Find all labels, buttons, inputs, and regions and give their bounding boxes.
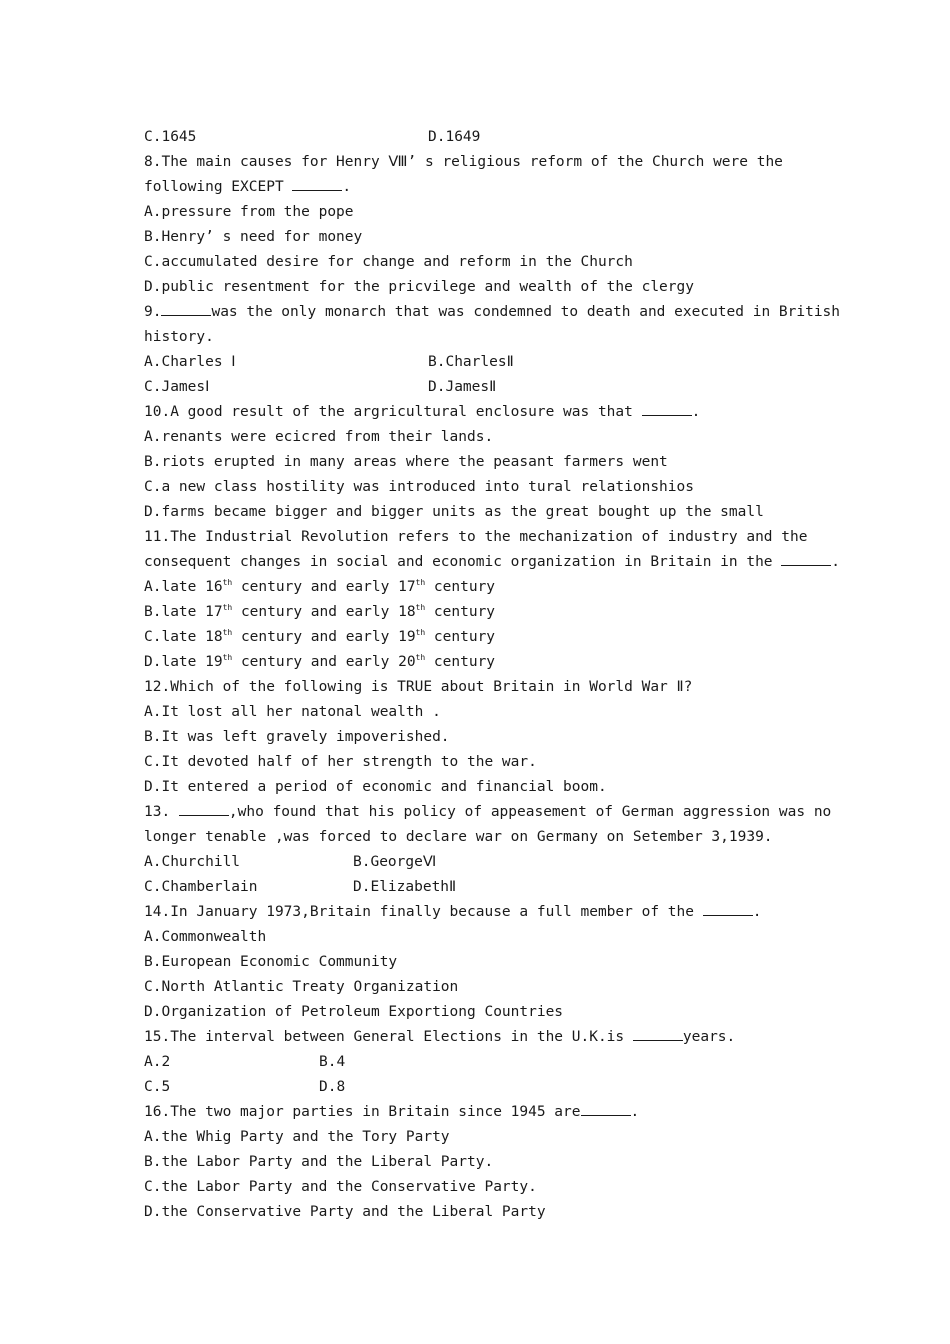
question-10-text: 10.A good result of the argricultural enclosure was that . bbox=[144, 404, 701, 420]
q11-option-d: D.late 19th century and early 20th century bbox=[144, 653, 496, 670]
question-13-text: 13. ,who found that his policy of appeasement of German aggression was no bbox=[144, 804, 832, 820]
q16-option-a: A.the Whig Party and the Tory Party bbox=[144, 1129, 450, 1145]
q9-option-b: B.CharlesⅡ bbox=[428, 354, 514, 370]
q14-option-c: C.North Atlantic Treaty Organization bbox=[144, 979, 459, 995]
option-c: C.1645 bbox=[144, 129, 197, 145]
q9-option-d: D.JamesⅡ bbox=[428, 379, 497, 395]
q7-options-row bbox=[144, 127, 196, 147]
q9-option-a: A.Charles Ⅰ bbox=[144, 354, 236, 370]
q13-option-a: A.Churchill bbox=[144, 854, 241, 870]
answer-blank bbox=[633, 1028, 683, 1041]
q10-option-a: A.renants were ecicred from their lands. bbox=[144, 429, 494, 445]
q15-option-b: B.4 bbox=[319, 1054, 346, 1070]
q8-option-c: C.accumulated desire for change and reform in the Church bbox=[144, 254, 633, 270]
q10-option-d: D.farms became bigger and bigger units as the great bought up the small bbox=[144, 504, 764, 520]
question-12-text: 12.Which of the following is TRUE about Britain in World War Ⅱ? bbox=[144, 679, 693, 695]
q12-option-d: D.It entered a period of economic and financial boom. bbox=[144, 779, 607, 795]
question-9-text: 9. was the only monarch that was condemned to death and executed in British bbox=[144, 304, 841, 320]
q13-option-b: B.GeorgeⅥ bbox=[353, 854, 437, 870]
question-8-text-cont: following EXCEPT . bbox=[144, 179, 352, 195]
question-11-text-cont: consequent changes in social and economic organization in Britain in the . bbox=[144, 554, 841, 570]
answer-blank bbox=[642, 403, 692, 416]
q13-option-d: D.ElizabethⅡ bbox=[353, 879, 457, 895]
answer-blank bbox=[179, 803, 229, 816]
answer-blank bbox=[781, 553, 831, 566]
question-15-text: 15.The interval between General Elections in the U.K.is years. bbox=[144, 1029, 736, 1045]
question-16-text: 16.The two major parties in Britain since 1945 are . bbox=[144, 1104, 640, 1120]
q16-option-d: D.the Conservative Party and the Liberal Party bbox=[144, 1204, 546, 1220]
q11-option-c: C.late 18th century and early 19th century bbox=[144, 628, 496, 645]
answer-blank bbox=[703, 903, 753, 916]
question-14-text: 14.In January 1973,Britain finally because a full member of the . bbox=[144, 904, 762, 920]
q15-option-d: D.8 bbox=[319, 1079, 346, 1095]
q12-option-c: C.It devoted half of her strength to the war. bbox=[144, 754, 537, 770]
q14-option-b: B.European Economic Community bbox=[144, 954, 398, 970]
q12-option-b: B.It was left gravely impoverished. bbox=[144, 729, 450, 745]
q10-option-c: C.a new class hostility was introduced into tural relationshios bbox=[144, 479, 694, 495]
q16-option-c: C.the Labor Party and the Conservative Party. bbox=[144, 1179, 537, 1195]
q13-option-c: C.Chamberlain bbox=[144, 879, 258, 895]
answer-blank bbox=[581, 1103, 631, 1116]
q16-option-b: B.the Labor Party and the Liberal Party. bbox=[144, 1154, 494, 1170]
q11-option-b: B.late 17th century and early 18th century bbox=[144, 603, 496, 620]
q10-option-b: B.riots erupted in many areas where the peasant farmers went bbox=[144, 454, 668, 470]
q14-option-a: A.Commonwealth bbox=[144, 929, 267, 945]
question-8-text: 8.The main causes for Henry Ⅷ’ s religious reform of the Church were the bbox=[144, 154, 783, 170]
option-d: D.1649 bbox=[428, 129, 481, 145]
q12-option-a: A.It lost all her natonal wealth . bbox=[144, 704, 441, 720]
q8-option-d: D.public resentment for the pricvilege and wealth of the clergy bbox=[144, 279, 694, 295]
question-9-text-cont: history. bbox=[144, 329, 214, 345]
q14-option-d: D.Organization of Petroleum Exportiong Countries bbox=[144, 1004, 564, 1020]
q8-option-a: A.pressure from the pope bbox=[144, 204, 354, 220]
answer-blank bbox=[161, 303, 211, 316]
question-13-text-cont: longer tenable ,was forced to declare war on Germany on Setember 3,1939. bbox=[144, 829, 773, 845]
answer-blank bbox=[292, 178, 342, 191]
question-11-text: 11.The Industrial Revolution refers to the mechanization of industry and the bbox=[144, 529, 808, 545]
q11-option-a: A.late 16th century and early 17th century bbox=[144, 578, 496, 595]
q15-option-c: C.5 bbox=[144, 1079, 171, 1095]
q15-option-a: A.2 bbox=[144, 1054, 171, 1070]
q9-option-c: C.JamesⅠ bbox=[144, 379, 210, 395]
q8-option-b: B.Henry’ s need for money bbox=[144, 229, 363, 245]
